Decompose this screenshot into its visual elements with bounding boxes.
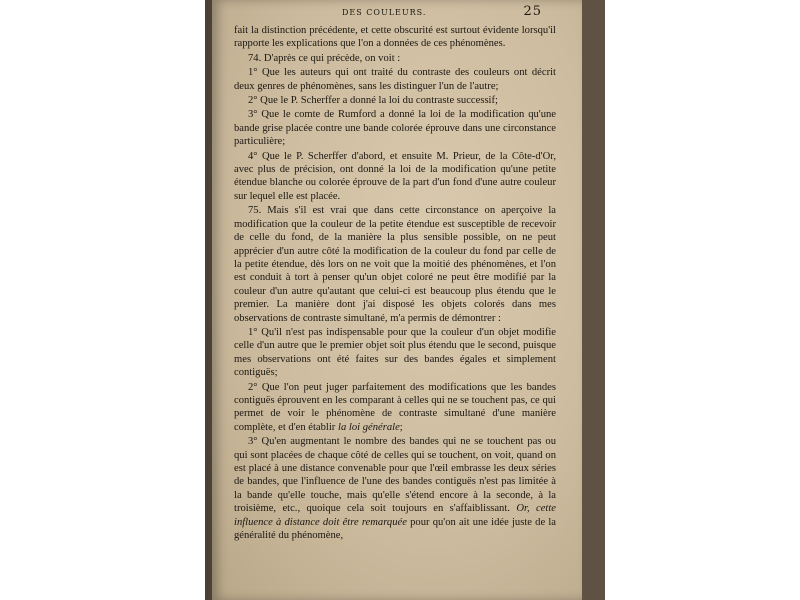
- paragraph-end: ;: [399, 421, 403, 433]
- book-page: [212, 0, 582, 600]
- paragraph: [234, 381, 556, 435]
- running-title: DES COULEURS.: [342, 8, 427, 17]
- paragraph: 1° Qu'il n'est pas indispensable pour que la couleur d'un objet modifie celle d'un autre que le premier objet soit plus étendu que le second, puisque mes observations ont été faites sur des bandes égales et simplement contiguës;: [234, 326, 556, 379]
- paragraph-text: 3° Qu'en augmentant le nombre des bandes qui ne se touchent pas ou qui sont placées de chaque côté de celles qui se touchent, on voit, quand on est placé à une distance convenable pour que l'œil embrasse les deux séries de bandes, que l'influence de l'une des bandes contiguës n'est pas limitée à la bande qu'elle touche, mais qu'elle s'étend encore à la seconde, à la troisième, etc., quoique cela soit toujours en s'affaiblissant.: [234, 436, 556, 515]
- running-head: [212, 4, 582, 20]
- paragraph: 1° Que les auteurs qui ont traité du contraste des couleurs ont décrit deux genres de phénomènes, sans les distinguer l'un de l'autre;: [234, 67, 556, 92]
- body-text: [234, 24, 556, 543]
- paragraph: [234, 435, 556, 542]
- paragraph: 3° Que le comte de Rumford a donné la loi de la modification qu'une bande grise placée contre une bande colorée éprouve dans une circonstance particulière;: [234, 109, 556, 148]
- page-number: 25: [523, 4, 542, 19]
- paragraph: 2° Que le P. Scherffer a donné la loi du contraste successif;: [248, 95, 498, 107]
- emphasis-text: la loi générale: [338, 421, 400, 433]
- paragraph: 74. D'après ce qui précède, on voit :: [248, 52, 401, 64]
- paragraph-text: 2° Que l'on peut juger parfaitement des modifications que les bandes contiguës éprouvent en les comparant à celles qui ne se touchent pas, ce qui permet de voir le phénomène de contraste simultané d'une manière complète, et d'en établir: [234, 381, 556, 433]
- paragraph: 75. Mais s'il est vrai que dans cette circonstance on aperçoive la modification que la couleur de la petite étendue est susceptible de recevoir de celle du fond, de la manière la plus sensible possible, on ne peut apprécier d'un autre côté la modification de la couleur du fond par celle de la petite étendue, dès lors on ne voit que la moitié des phénomènes, et l'on est conduit à tort à penser qu'un objet coloré ne peut être modifié par la couleur d'un autre qu'autant que celui-ci est beaucoup plus étendu que le premier. La manière dont j'ai disposé les objets colorés dans mes observations de contraste simultané, m'a permis de démontrer :: [234, 205, 556, 324]
- paragraph: 4° Que le P. Scherffer d'abord, et ensuite M. Prieur, de la Côte-d'Or, avec plus de précision, ont donné la loi de la modification qu'une petite étendue blanche ou colorée éprouve de la part d'un fond d'une autre couleur sur lequel elle est placée.: [234, 150, 556, 202]
- emphasis-text: Or, cette influence à distance doit être remarquée: [234, 503, 556, 528]
- paragraph-end: pour qu'on ait une idée juste de la généralité du phénomène,: [234, 516, 556, 542]
- paragraph: fait la distinction précédente, et cette obscurité est surtout évidente lorsqu'il rapporte les explications que l'on a données de ces phénomènes.: [234, 25, 556, 50]
